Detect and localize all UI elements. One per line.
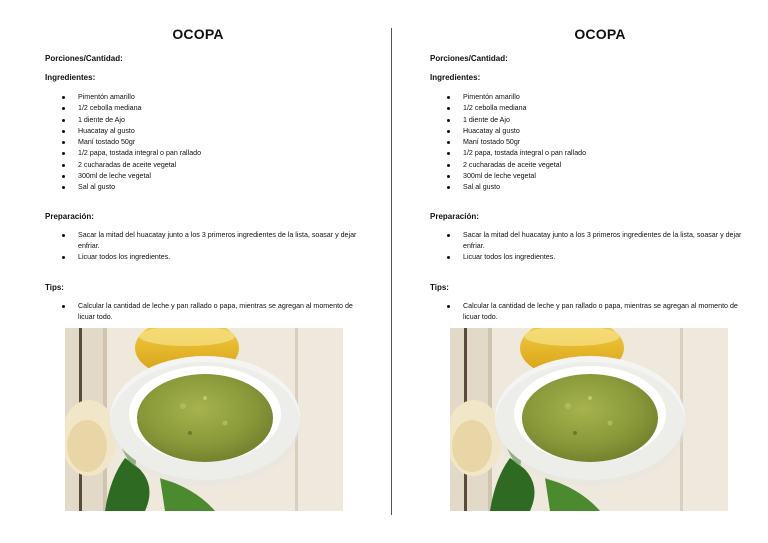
ingredients-list (45, 92, 201, 194)
list-item: Sal al gusto (45, 182, 201, 193)
porciones-label: Porciones/Cantidad: (430, 54, 508, 63)
recipe-page-right (384, 0, 768, 543)
list-item: Huacatay al gusto (430, 126, 586, 137)
tips-list (45, 301, 365, 323)
list-item: Maní tostado 50gr (45, 137, 201, 148)
list-item: 300ml de leche vegetal (430, 171, 586, 182)
tips-label: Tips: (45, 283, 64, 292)
list-item: Huacatay al gusto (45, 126, 201, 137)
list-item: 2 cucharadas de aceite vegetal (45, 160, 201, 171)
ocopa-sauce-bowl-photo (65, 328, 343, 511)
list-item: Pimentón amarillo (430, 92, 586, 103)
tips-label: Tips: (430, 283, 449, 292)
list-item: Licuar todos los ingredientes. (430, 252, 750, 263)
preparation-list (430, 230, 750, 263)
ingredients-list (430, 92, 586, 194)
preparation-list (45, 230, 365, 263)
preparacion-label: Preparación: (430, 212, 479, 221)
tips-list (430, 301, 750, 323)
list-item: 300ml de leche vegetal (45, 171, 201, 182)
page-title: OCOPA (574, 26, 626, 42)
list-item: Calcular la cantidad de leche y pan rallado o papa, mientras se agregan al momento de licuar todo. (45, 301, 365, 323)
list-item: Sacar la mitad del huacatay junto a los 3 primeros ingredientes de la lista, soasar y dejar enfriar. (45, 230, 365, 252)
ingredientes-label: Ingredientes: (45, 73, 96, 82)
list-item: Licuar todos los ingredientes. (45, 252, 365, 263)
page-title: OCOPA (172, 26, 224, 42)
list-item: 2 cucharadas de aceite vegetal (430, 160, 586, 171)
ocopa-sauce-bowl-photo (450, 328, 728, 511)
list-item: 1/2 cebolla mediana (430, 103, 586, 114)
list-item: 1/2 cebolla mediana (45, 103, 201, 114)
list-item: 1 diente de Ajo (430, 115, 586, 126)
list-item: 1/2 papa, tostada integral o pan rallado (45, 148, 201, 159)
list-item: Sacar la mitad del huacatay junto a los 3 primeros ingredientes de la lista, soasar y dejar enfriar. (430, 230, 750, 252)
list-item: Sal al gusto (430, 182, 586, 193)
porciones-label: Porciones/Cantidad: (45, 54, 123, 63)
list-item: Calcular la cantidad de leche y pan rallado o papa, mientras se agregan al momento de licuar todo. (430, 301, 750, 323)
preparacion-label: Preparación: (45, 212, 94, 221)
list-item: Pimentón amarillo (45, 92, 201, 103)
list-item: 1/2 papa, tostada integral o pan rallado (430, 148, 586, 159)
list-item: 1 diente de Ajo (45, 115, 201, 126)
ingredientes-label: Ingredientes: (430, 73, 481, 82)
list-item: Maní tostado 50gr (430, 137, 586, 148)
